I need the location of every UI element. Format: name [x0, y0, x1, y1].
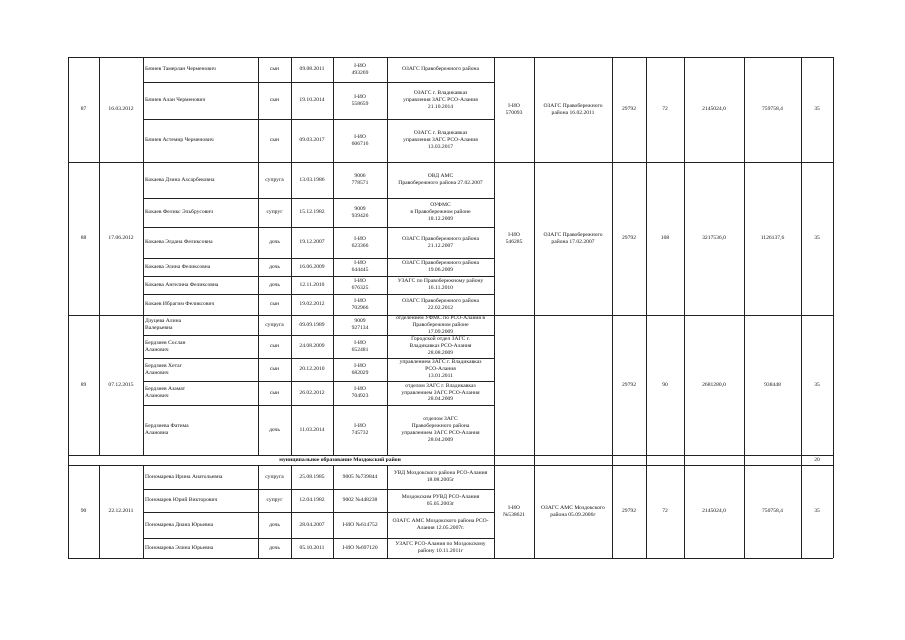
member-relation: супруга	[265, 473, 284, 480]
column-rule	[684, 162, 685, 315]
member-relation: сын	[269, 301, 280, 307]
column-rule	[494, 315, 495, 455]
member-birthdate: 09.03.2017	[299, 137, 325, 143]
column-rule	[99, 57, 100, 162]
table-top-rule	[68, 57, 833, 58]
column-rule	[143, 315, 144, 455]
member-relation: дочь	[269, 426, 280, 433]
member-relation: дочь	[269, 544, 280, 551]
member-document: I-ИО 676325	[351, 278, 369, 291]
percent-value: 35	[814, 508, 820, 514]
member-birthdate: 24.08.2009	[299, 343, 325, 349]
column-rule	[143, 465, 144, 558]
member-relation: дочь	[269, 521, 280, 528]
registration-date: 07.12.2015	[108, 381, 134, 388]
member-relation: супруга	[265, 321, 284, 328]
member-name: Бердзиев Сослан Аланович	[145, 339, 186, 353]
column-rule	[801, 315, 802, 455]
column-rule	[291, 315, 292, 455]
certificate-issuer: ОЗАГС АМС Моздокского района 05.09.2006г	[541, 504, 605, 518]
member-name: Кокаева Дзина Ахсарбековна	[145, 176, 215, 183]
member-birthdate: 20.12.2010	[299, 366, 325, 372]
member-document-issuer: отделом ЗАГС Правобережного района управлением ЗАГС РСО-Алания 28.04.2009	[401, 416, 480, 443]
column-rule	[646, 315, 647, 455]
column-rule	[534, 315, 535, 455]
area-value: 72	[662, 508, 668, 514]
member-document: 9009 927134	[351, 318, 369, 331]
code-value: 29792	[622, 381, 636, 388]
member-birthdate: 13.03.1986	[299, 176, 325, 183]
column-rule	[258, 315, 259, 455]
column-rule	[833, 315, 834, 455]
member-row-rule	[143, 335, 494, 336]
column-rule	[684, 455, 685, 465]
column-rule	[258, 162, 259, 315]
column-rule	[534, 57, 535, 162]
member-birthdate: 11.03.2014	[299, 426, 325, 433]
member-name: Пономарева Диана Юрьевна	[145, 521, 214, 528]
member-document: 9002 №448238	[342, 497, 378, 503]
column-rule	[387, 315, 388, 455]
member-row-rule	[143, 198, 494, 199]
member-relation: дочь	[269, 281, 280, 288]
member-name: Кокаев Феликс Эльбрусович	[145, 209, 214, 215]
member-document-issuer: ОВД АМС Правобережного района 27.02.2007	[398, 173, 483, 186]
member-birthdate: 15.12.1982	[299, 209, 325, 215]
member-birthdate: 28.04.2007	[299, 521, 325, 528]
member-birthdate: 16.06.2009	[299, 263, 325, 270]
registration-date: 16.03.2012	[108, 106, 134, 112]
column-rule	[494, 162, 495, 315]
certificate-number: I-ИО 570093	[505, 102, 523, 116]
row-number: 88	[80, 235, 87, 241]
column-rule	[684, 315, 685, 455]
member-row-rule	[143, 512, 494, 513]
column-rule	[646, 465, 647, 558]
member-name: Кокаев Ибрагим Феликсович	[145, 301, 215, 307]
member-document: I-ИО №697120	[342, 544, 378, 551]
member-document-issuer: Городской отдел ЗАГС г. Владикавказ РСО-Алания 28.08.2009	[409, 336, 472, 356]
member-document-issuer: ОЗАГС Правобережного района	[402, 66, 479, 72]
column-rule	[534, 455, 535, 465]
section-rule	[68, 465, 833, 466]
row-number: 87	[80, 106, 87, 112]
column-rule	[333, 57, 334, 162]
column-rule	[801, 57, 802, 162]
column-rule	[684, 465, 685, 558]
column-rule	[646, 162, 647, 315]
section-rule	[68, 455, 833, 456]
member-relation: супруг	[266, 209, 283, 215]
amount-subsidy: 1126137,6	[760, 235, 785, 241]
member-document: I-ИО 623366	[351, 235, 369, 249]
column-rule	[646, 57, 647, 162]
member-name: Кокаева Элдана Феликсовна	[145, 239, 213, 245]
column-rule	[387, 162, 388, 315]
member-relation: дочь	[269, 263, 280, 270]
member-document-issuer: ОУФМС в Правобережном районе 18.12.2009	[410, 202, 471, 222]
amount-subsidy: 750758,4	[762, 508, 783, 514]
member-document-issuer: ОЗАГС г. Владикавказ управления ЗАГС РСО-Алания 13.03.2017	[403, 130, 478, 150]
member-row-rule	[143, 276, 494, 277]
column-rule	[801, 465, 802, 558]
certificate-number: I-ИО 546285	[505, 231, 523, 245]
column-rule	[143, 162, 144, 315]
member-row-rule	[143, 358, 494, 359]
column-rule	[494, 57, 495, 162]
column-rule	[99, 162, 100, 315]
member-relation: сын	[269, 343, 280, 349]
member-birthdate: 09.09.1989	[299, 321, 325, 328]
member-birthdate: 12.11.2010	[299, 281, 325, 288]
member-row-rule	[143, 294, 494, 295]
member-relation: супруг	[266, 497, 283, 503]
column-rule	[833, 455, 834, 465]
area-value: 108	[660, 235, 670, 241]
member-row-rule	[143, 227, 494, 228]
code-value: 29792	[622, 106, 636, 112]
member-document-issuer: УЗАГС по Правобережному району 16.11.2010	[397, 278, 484, 291]
member-row-rule	[143, 489, 494, 490]
member-relation: сын	[269, 389, 280, 396]
column-rule	[612, 162, 613, 315]
member-document: I-ИО 745732	[351, 423, 369, 436]
column-rule	[833, 57, 834, 162]
member-document: I-ИО 652481	[351, 339, 369, 353]
column-rule	[291, 162, 292, 315]
member-document: I-ИО №614752	[342, 521, 378, 528]
member-document-issuer: УВД Моздокского района РСО-Алания 18.08.2005г	[393, 470, 488, 483]
member-relation: сын	[269, 97, 280, 103]
member-name: Пономарев Юрий Викторович	[145, 497, 218, 503]
member-birthdate: 26.02.2012	[299, 389, 325, 396]
member-document: I-ИО 558659	[351, 93, 369, 107]
member-row-rule	[143, 405, 494, 406]
column-rule	[612, 57, 613, 162]
certificate-issuer: ОЗАГС Правобережного района 17.02.2007	[543, 231, 603, 245]
column-rule	[99, 465, 100, 558]
member-name: Дзуцева Алина Валерьевна	[145, 318, 182, 331]
percent-value: 35	[814, 106, 820, 112]
member-name: Кокаева Ангелина Феликсовна	[145, 281, 219, 288]
column-rule	[744, 465, 745, 558]
area-value: 72	[662, 106, 668, 112]
column-rule	[801, 455, 802, 465]
percent-value: 35	[814, 235, 820, 241]
amount-total: 3217536,0	[702, 235, 726, 241]
member-birthdate: 12.04.1982	[299, 497, 325, 503]
column-rule	[258, 57, 259, 162]
member-document: I-ИО 606716	[351, 133, 369, 147]
column-rule	[99, 315, 100, 455]
member-name: Бязиев Алан Черменович	[145, 97, 206, 103]
amount-total: 2681280,0	[702, 381, 726, 388]
area-value: 90	[662, 381, 668, 388]
code-value: 29792	[622, 508, 636, 514]
column-rule	[612, 465, 613, 558]
member-name: Пономарева Элина Юрьевна	[145, 544, 214, 551]
member-document: 9006 778571	[351, 173, 369, 186]
column-rule	[291, 57, 292, 162]
member-document: 9009 939426	[351, 205, 369, 219]
column-rule	[534, 162, 535, 315]
member-document-issuer: ОЗАГС Правобережного района 22.02.2012	[402, 297, 479, 311]
member-row-rule	[143, 381, 494, 382]
certificate-issuer: ОЗАГС Правобережного района 16.02.2011	[543, 102, 603, 116]
member-birthdate: 09.08.2011	[299, 66, 325, 72]
member-row-rule	[143, 258, 494, 259]
code-value: 29792	[622, 235, 636, 241]
column-rule	[291, 465, 292, 558]
member-document: I-ИО 704923	[351, 386, 369, 399]
member-relation: сын	[269, 366, 280, 372]
member-name: Бердзиев Азамат Аланович	[145, 386, 186, 399]
member-birthdate: 05.10.2011	[299, 544, 325, 551]
column-rule	[534, 465, 535, 558]
column-rule	[68, 57, 69, 162]
column-rule	[684, 57, 685, 162]
amount-total: 2145024,0	[702, 106, 726, 112]
amount-subsidy: 938448	[764, 381, 781, 388]
member-birthdate: 19.02.2012	[299, 301, 325, 307]
column-rule	[744, 315, 745, 455]
member-name: Бердзиева Фатима Алановна	[145, 423, 189, 436]
member-document: I-ИО 644445	[351, 260, 369, 273]
column-rule	[744, 455, 745, 465]
member-relation: дочь	[269, 239, 280, 245]
member-birthdate: 19.10.2014	[299, 97, 325, 103]
member-name: Бязиев Тамерлан Черменович	[145, 66, 216, 72]
member-document-issuer: ОЗАГС Правобережного района 21.12.2007	[402, 235, 479, 249]
column-rule	[68, 465, 69, 558]
member-document-issuer: отделом ЗАГС г. Владикавказ управлением ЗАГС РСО-Алания 28.04.2009	[401, 382, 480, 403]
member-document-issuer: ОЗАГС Правобережного района 19.06.2009	[402, 260, 479, 273]
member-document: I-ИО 682029	[351, 362, 369, 376]
column-rule	[333, 162, 334, 315]
member-name: Пономарева Ирина Анатольевна	[145, 473, 223, 480]
amount-total: 2145024,0	[702, 508, 726, 514]
member-document-issuer: отделением УФМС по РСО-Алания в Правобережном районе 17.09.2009	[395, 314, 486, 335]
member-relation: сын	[269, 137, 280, 143]
member-row-rule	[143, 538, 494, 539]
member-document-issuer: ОЗАГС АМС Моздокского района РСО- Алания 12.05.2007г.	[392, 518, 489, 531]
member-document-issuer: Моздокским РУВД РСО-Алания 05.05.2003г	[401, 493, 480, 507]
column-rule	[494, 455, 495, 465]
amount-subsidy: 759758,4	[762, 106, 783, 112]
member-relation: сын	[269, 66, 280, 72]
member-row-rule	[143, 82, 494, 83]
column-rule	[68, 162, 69, 315]
certificate-number: I-ИО №538621	[502, 504, 526, 518]
row-number: 89	[80, 381, 87, 388]
column-rule	[646, 455, 647, 465]
member-birthdate: 19.12.2007	[299, 239, 325, 245]
member-name: Бязиев Астемир Черменович	[145, 137, 214, 143]
column-rule	[612, 315, 613, 455]
group-rule	[68, 558, 833, 559]
member-birthdate: 25.08.1985	[299, 473, 325, 480]
column-rule	[744, 57, 745, 162]
member-document: I-ИО 702966	[351, 297, 369, 311]
column-rule	[744, 162, 745, 315]
registration-date: 22.12.2011	[108, 508, 134, 514]
column-rule	[68, 455, 69, 465]
column-rule	[387, 57, 388, 162]
section-count: 20	[814, 456, 820, 463]
member-relation: супруга	[265, 176, 284, 183]
member-row-rule	[143, 119, 494, 120]
column-rule	[612, 455, 613, 465]
member-document-issuer: УЗАГС РСО-Алания по Моздокскому району 10.11.2011г	[395, 541, 486, 554]
registration-date: 17.06.2012	[108, 235, 134, 241]
member-document-issuer: ОЗАГС г. Владикавказ управления ЗАГС РСО-Алания 21.10.2014	[403, 90, 478, 110]
member-document: I-ИО 493269	[351, 62, 369, 76]
member-name: Кокаева Элина Феликсовна	[145, 263, 211, 270]
column-rule	[333, 315, 334, 455]
member-name: Бердзиев Хетаг Аланович	[145, 362, 182, 376]
column-rule	[143, 57, 144, 162]
section-title: муниципальное образование Моздокский район	[279, 456, 401, 463]
percent-value: 35	[814, 381, 820, 388]
column-rule	[387, 465, 388, 558]
column-rule	[333, 465, 334, 558]
column-rule	[494, 465, 495, 558]
column-rule	[801, 162, 802, 315]
column-rule	[68, 315, 69, 455]
column-rule	[833, 162, 834, 315]
column-rule	[258, 465, 259, 558]
member-document-issuer: управлением ЗАГС г. Владикавказ РСО-Алания 13.01.2011	[399, 359, 482, 379]
member-document: 9005 №739844	[342, 473, 378, 480]
column-rule	[833, 465, 834, 558]
row-number: 90	[80, 508, 87, 514]
